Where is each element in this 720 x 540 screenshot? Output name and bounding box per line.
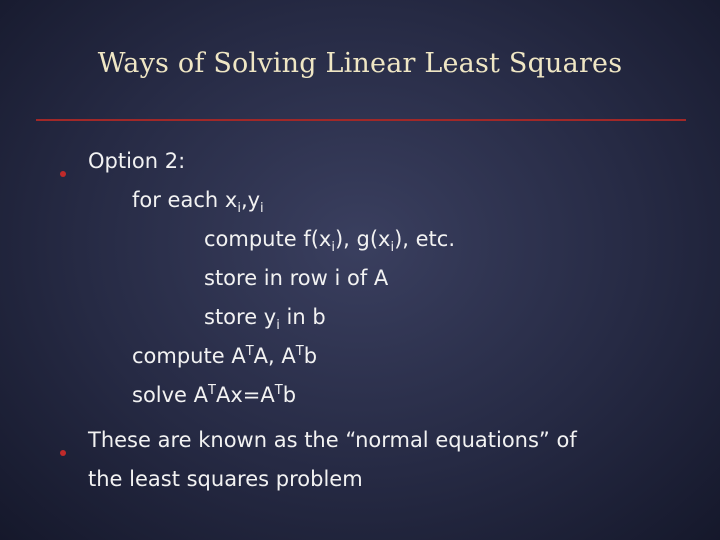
solve-line: solve $A^TAx=A^Tb$ [132,383,297,407]
slide-title: Ways of Solving Linear Least Squares [97,48,623,79]
bullet-2-line-2: the least squares problem [88,467,363,491]
title-divider [36,119,686,121]
bullet-marker-1 [60,158,66,182]
bullet-1-heading: Option 2: [88,149,186,173]
bullet-2-line-1: These are known as the “normal equations” of [88,428,577,452]
compute-f-line: compute $f(x_i)$, $g(x_i)$, etc. [204,227,456,255]
loop-line: for each $x_i,y_i$ [132,188,264,216]
store-y-line: store $y_i$ in b [204,305,326,333]
store-row-line: store in row i of A [204,266,389,290]
bullet-marker-2 [60,437,66,461]
compute-ata-line: compute $A^TA$, $A^Tb$ [132,344,318,368]
